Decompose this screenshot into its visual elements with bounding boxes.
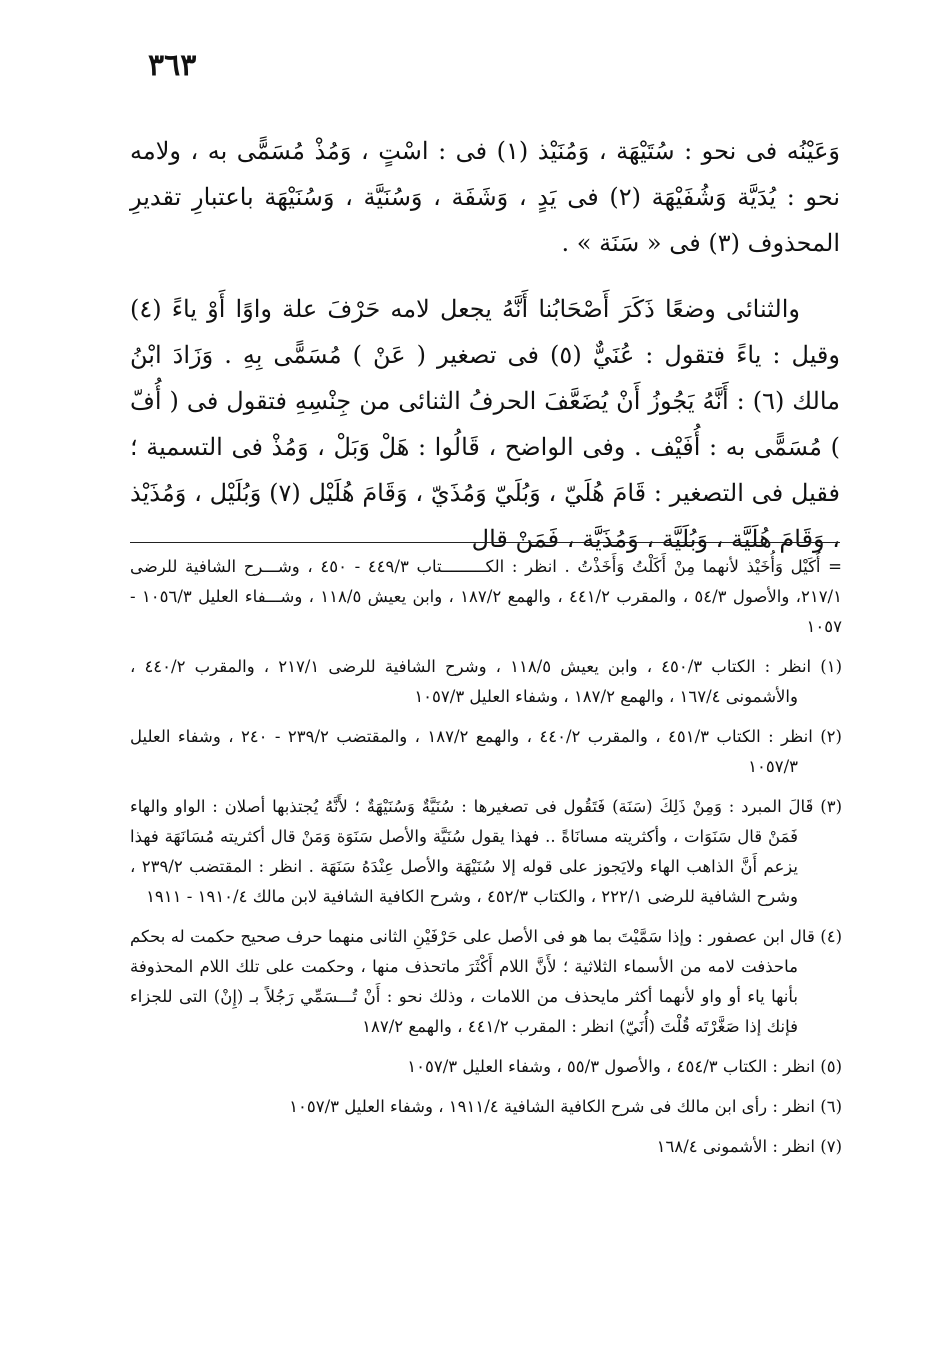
footnote-3: (٣) قَالَ المبرد : وَمِنْ ذَلِكَ (سَنَة) فَتَقُول فى تصغيرها : سُنَيَّةٌ وَسُنَيْهَةٌ ؛ لأَنَّهُ يُجتذبها أصلان : الواو والهاء فَمَنْ قال سَنَوَات ، وأكثريته مسانَاةً .. فهذا يقول سُنَيَّة والأصل سَنَوَة وَمَنْ قال أكثريته مُسَانَهَة فهذا يزعم أَنَّ الذاهب الهاء ولايَجوز على قوله إلا سُنَيْهَة والأصل عِنْدَهُ سَنَهَة . انظر : المقتضب ٢٣٩/٢ ، وشرح الشافية للرضى ٢٢٢/١ ، والكتاب ٤٥٢/٣ ، وشرح الكافية الشافية لابن مالك ١٩١٠/٤ - ١٩١١ xyxy=(130,797,842,906)
footnote-2: (٢) انظر : الكتاب ٤٥١/٣ ، والمقرب ٤٤٠/٢ ، والهمع ١٨٧/٢ ، والمقتضب ٢٣٩/٢ - ٢٤٠ ، وشفاء العليل ١٠٥٧/٣ xyxy=(130,727,842,776)
footnote-5: (٥) انظر : الكتاب ٤٥٤/٣ ، والأصول ٥٥/٣ ، وشفاء العليل ١٠٥٧/٣ xyxy=(407,1057,842,1076)
page-number: ٣٦٣ xyxy=(148,48,197,83)
footnote-6: (٦) انظر : رأى ابن مالك فى شرح الكافية الشافية ١٩١١/٤ ، وشفاء العليل ١٠٥٧/٣ xyxy=(289,1097,842,1116)
main-text xyxy=(130,128,840,582)
body-paragraph-1: وَعَيْنُه فى نحو : سُتَيْهَة ، وَمُنَيْذ (١) فى : اسْتٍ ، وَمُذْ مُسَمًّى به ، ولامه نحو : يُدَيَّة وَشُفَيْهَة (٢) فى يَدٍ ، وَشَفَة ، وَسُنَيَّة ، وَسُنَيْهَة باعتبارِ تقديرِ المحذوف (٣) فى « سَنَة » . xyxy=(130,137,840,257)
body-paragraph-2: والثنائى وضعًا ذَكَرَ أَصْحَابُنا أَنَّهُ يجعل لامه حَرْفَ علة واوًا أَوْ ياءً (٤) وقيل : ياءً فتقول : عُنَيٌّ (٥) فى تصغير ( عَنْ ) مُسَمًّى بِهِ . وَزَادَ ابْنُ مالك (٦) : أَنَّهُ يَجُوزُ أَنْ يُضَعَّفَ الحرفُ الثنائى من جِنْسِهِ فتقول فى ( أُفّ ) مُسَمًّى به : أُفَيْف . وفى الواضح ، قَالُوا : هَلْ وَبَلْ ، وَمُذْ فى التسمية ؛ فقيل فى التصغير : قَامَ هُلَيّ ، وَبُلَيّ وَمُذَيّ ، وَقَامَ هُلَيْل (٧) وَبُلَيْل ، وَمُذَيْذ ، وَقَامَ هُلَيَّة ، وَبُلَيَّة ، وَمُذَيَّة ، فَمَنْ قال xyxy=(130,295,840,553)
footnote-continuation: = أُكَيْل وَأُخَيْذ لأنهما مِنْ أَكَلْتُ وَأَخَذْتُ . انظر : الكـــــــــتاب ٤٤٩/٣ - ٤٥٠ ، وشـــرح الشافية للرضى ٢١٧/١، والأصول ٥٤/٣ ، والمقرب ٤٤١/٢ ، والهمع ١٨٧/٢ ، وابن يعيش ١١٨/٥ ، وشـــفاء العليل ١٠٥٦/٣ - ١٠٥٧ xyxy=(130,557,842,636)
footnote-4: (٤) قال ابن عصفور : وإذا سَمَّيْتَ بما هو فى الأصل على حَرْفَيْنِ الثانى منهما حرف صحيح حكمت له بحكم ماحذفت لامه من الأسماء الثلاثية ؛ لأَنَّ اللام أَكْثَرَ ماتحذف منها ، وحكمت على تلك اللام المحذوفة بأنها ياء أو واو لأنهما أكثر مايحذف من اللامات ، وذلك نحو : أَنْ تُـــسَمِّي رَجُلاً بـ (إِنْ) التى للجزاء فإنك إذا صَغَّرْتَه قُلْتَ (أُنَيّ) انظر : المقرب ٤٤١/٢ ، والهمع ١٨٧/٢ xyxy=(130,927,842,1036)
footnote-7: (٧) انظر : الأشمونى ١٦٨/٤ xyxy=(656,1137,842,1156)
footnote-1: (١) انظر : الكتاب ٤٥٠/٣ ، وابن يعيش ١١٨/٥ ، وشرح الشافية للرضى ٢١٧/١ ، والمقرب ٤٤٠/٢ ، والأشمونى ١٦٧/٤ ، والهمع ١٨٧/٢ ، وشفاء العليل ١٠٥٧/٣ xyxy=(130,657,842,706)
footnote-divider xyxy=(130,542,840,543)
footnotes-section xyxy=(130,552,842,1172)
